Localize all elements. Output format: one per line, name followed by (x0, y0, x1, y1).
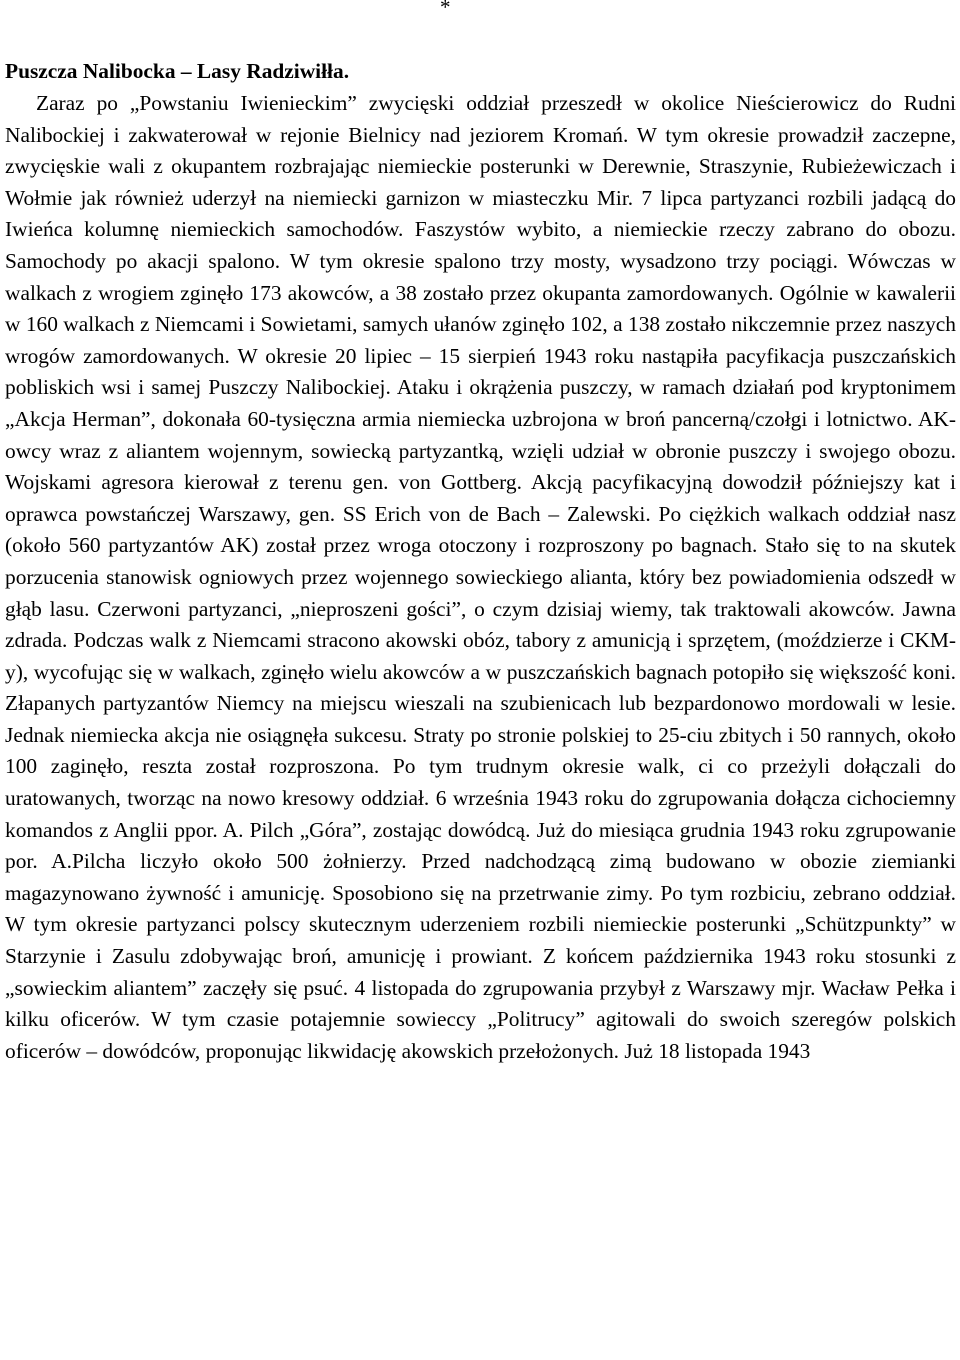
sentence: Akcją pacyfikacyjną dowodził późniejszy kat i oprawca powstańczej Warszawy, gen. SS Erich von de Bach – Zalewski. (5, 470, 956, 526)
sentence: Straty po stronie polskiej to 25-ciu zbitych i 50 rannych, około 100 zaginęło, reszta został rozproszona. (5, 722, 956, 779)
sentence: Ogólnie w kawalerii w 160 walkach z Niemcami i Sowietami, samych ułanów zginęło 102, a 138 zostało nikczemnie przez naszych wrogów zamordowanych. (5, 280, 956, 368)
sentence: Przed nadchodzącą zimą budowano w obozie ziemianki magazynowano żywność i amunicję. (5, 849, 956, 905)
sentence: Stało się to na skutek porzucenia stanowisk ogniowych przez wojennego sowieckiego alianta, który bez powiadomienia odszedł w głąb lasu. (5, 533, 956, 621)
asterisk-marker: * (440, 0, 451, 19)
sentence: W tym czasie potajemnie sowieccy „Politrucy” agitowali do swoich szeregów polskich oficerów – dowódców, proponując likwidację akowskich przełożonych. (5, 1007, 956, 1063)
sentence: Faszystów wybito, a niemieckie rzeczy zabrano do obozu. (414, 217, 956, 242)
sentence: W okresie 20 lipiec – 15 sierpień 1943 roku nastąpiła pacyfikacja puszczańskich pobliskich wsi i samej Puszczy Nalibockiej. (5, 343, 956, 400)
sentence: Zaraz po „Powstaniu Iwienieckim” zwycięski oddział przeszedł w okolice Nieścierowicz do Rudni Nalibockiej i zakwaterował w rejonie Bielnicy nad jeziorem Kromań. (5, 91, 956, 147)
sentence: AK-owcy wraz z aliantem wojennym, sowiecką partyzantką, wzięli udział w obronie puszczy i swojego obozu. (5, 406, 957, 463)
sentence: Po ciężkich walkach oddział nasz (około 560 partyzantów AK) został przez wroga otoczony i rozproszony po bagnach. (5, 501, 956, 558)
sentence: W tym okresie spalono trzy mosty, wysadzono trzy pociągi. (289, 248, 838, 273)
sentence: Jawna zdrada. (5, 596, 956, 653)
sentence: 6 września 1943 roku do zgrupowania dołącza cichociemny komandos z Anglii ppor. A. Pilch „Góra”, zostając dowódcą. (5, 786, 956, 842)
sentence: Po tym trudnym okresie walk, ci co przeżyli dołączali do uratowanych, tworząc na nowo kresowy oddział. (5, 754, 956, 811)
sentence: Jednak niemiecka akcja nie osiągnęła sukcesu. (5, 722, 408, 747)
sentence: Sposobiono się na przetrwanie zimy. (332, 880, 654, 905)
sentence: Wojskami agresora kierował z terenu gen. von Gottberg. (5, 470, 522, 495)
sentence: W tym okresie partyzanci polscy skutecznym uderzeniem rozbili niemieckie posterunki „Schützpunkty” w Starzynie i Zasulu zdobywając broń, amunicję i prowiant. (5, 912, 956, 969)
sentence: Już 18 listopada 1943 (624, 1038, 811, 1063)
sentence: Ataku i okrążenia puszczy, w ramach działań pod kryptonimem „Akcja Herman”, dokonała 60-tysięczna armia niemiecka uzbrojona w broń pancerną/czołgi i lotnictwo. (5, 375, 956, 431)
sentence: W tym okresie prowadził zaczepne, zwycięskie wali z okupantem rozbrajając niemieckie posterunki w Derewnie, Straszynie, Rubieżewiczach i Wołmie jak również uderzył na niemiecki garnizon w miasteczku Mir. (5, 122, 956, 210)
sentence: Po tym rozbiciu, zebrano oddział. (660, 880, 957, 905)
sentence: Wówczas w walkach z wrogiem zginęło 173 akowców, a 38 zostało przez okupanta zamordowanych. (5, 248, 957, 305)
sentence: Złapanych partyzantów Niemcy na miejscu wieszali na szubienicach lub bezpardonowo mordowali w lesie. (5, 691, 956, 716)
sentence: Już do miesiąca grudnia 1943 roku zgrupowanie por. A.Pilcha liczyło około 500 żołnierzy. (5, 817, 957, 874)
sentence: 4 listopada do zgrupowania przybył z Warszawy mjr. Wacław Pełka i kilku oficerów. (5, 975, 956, 1032)
sentence: 7 lipca partyzanci rozbili jadącą do Iwieńca kolumnę niemieckich samochodów. (5, 185, 956, 242)
sentence: Czerwoni partyzanci, „nieproszeni gości”, o czym dzisiaj wiemy, tak traktowali akowców. (97, 596, 895, 621)
section-title: Puszcza Nalibocka – Lasy Radziwiłła. (5, 59, 350, 83)
body-paragraph (5, 88, 956, 1067)
sentence: Podczas walk z Niemcami stracono akowski obóz, tabory z amunicją i sprzętem, (moździerze i CKM-y), wycofując się w walkach, zginęło wielu akowców a w puszczańskich bagnach potopiło się większość koni. (5, 628, 956, 684)
sentence: Samochody po akacji spalono. (5, 248, 281, 273)
sentence: Z końcem października 1943 roku stosunki z „sowieckim aliantem” zaczęły się psuć. (5, 944, 956, 1000)
